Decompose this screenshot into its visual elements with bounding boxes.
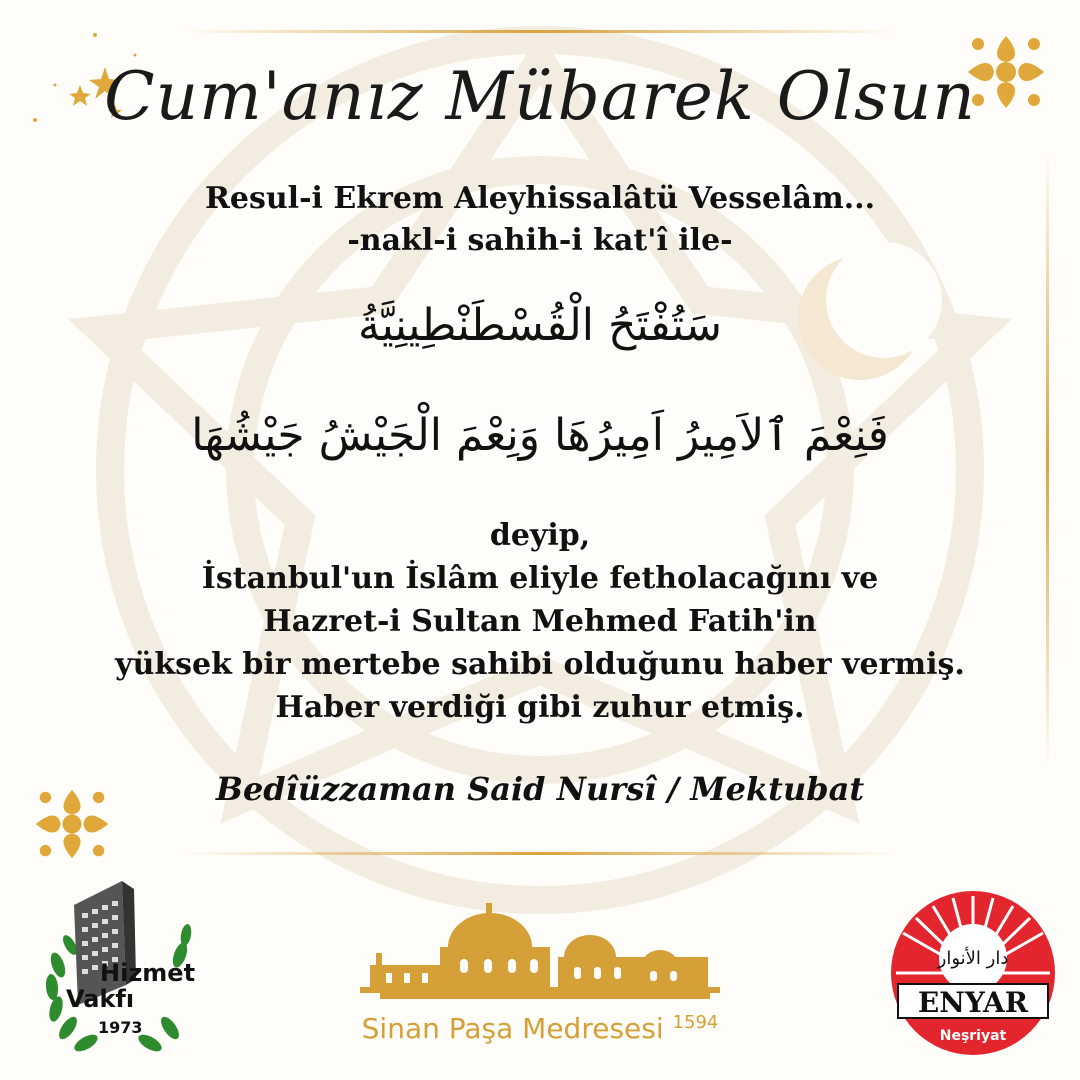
frame-bottom-line (180, 852, 900, 855)
medrese-year: 1594 (672, 1012, 719, 1033)
hizmet-vakfi-logo (30, 875, 205, 1065)
medrese-building-icon (360, 895, 720, 1015)
enyar-arabic: دار الأنوار (937, 948, 1009, 969)
hizmet-year: 1973 (98, 1018, 143, 1037)
medrese-name: Sinan Paşa Medresesi (361, 1012, 664, 1045)
arabic-line-1: سَتُفْتَحُ الْقُسْطَنْطِينِيَّةُ (357, 300, 723, 351)
enyar-nesriyat-logo (888, 888, 1058, 1058)
intro-line-1: Resul-i Ekrem Aleyhissalâtü Vesselâm... (204, 181, 876, 216)
hizmet-label: Hizmet (100, 959, 196, 987)
body-line-2: İstanbul'un İslâm eliyle fetholacağını ve (201, 561, 879, 596)
page-title: Cum'anız Mübarek Olsun (104, 58, 976, 135)
body-line-1: deyip, (489, 518, 591, 553)
body-line-5: Haber verdiği gibi zuhur etmiş. (275, 690, 805, 725)
body-line-3: Hazret-i Sultan Mehmed Fatih'in (263, 604, 817, 639)
vakfi-label: Vakfı (66, 985, 135, 1013)
frame-top-line (180, 30, 900, 33)
enyar-name: ENYAR (917, 986, 1029, 1019)
enyar-sub: Neşriyat (939, 1028, 1007, 1044)
arabic-line-2: فَنِعْمَ ٱلاَمِيرُ اَمِيرُهَا وَنِعْمَ الْجَيْشُ جَيْشُهَا (191, 410, 889, 461)
body-line-4: yüksek bir mertebe sahibi olduğunu haber vermiş. (115, 647, 965, 682)
body-text (0, 514, 1080, 729)
source-citation: Bedîüzzaman Said Nursî / Mektubat (215, 770, 865, 808)
intro-line-2: -nakl-i sahih-i kat'î ile- (347, 223, 733, 258)
intro-text (0, 178, 1080, 262)
medrese-label (330, 1012, 750, 1045)
